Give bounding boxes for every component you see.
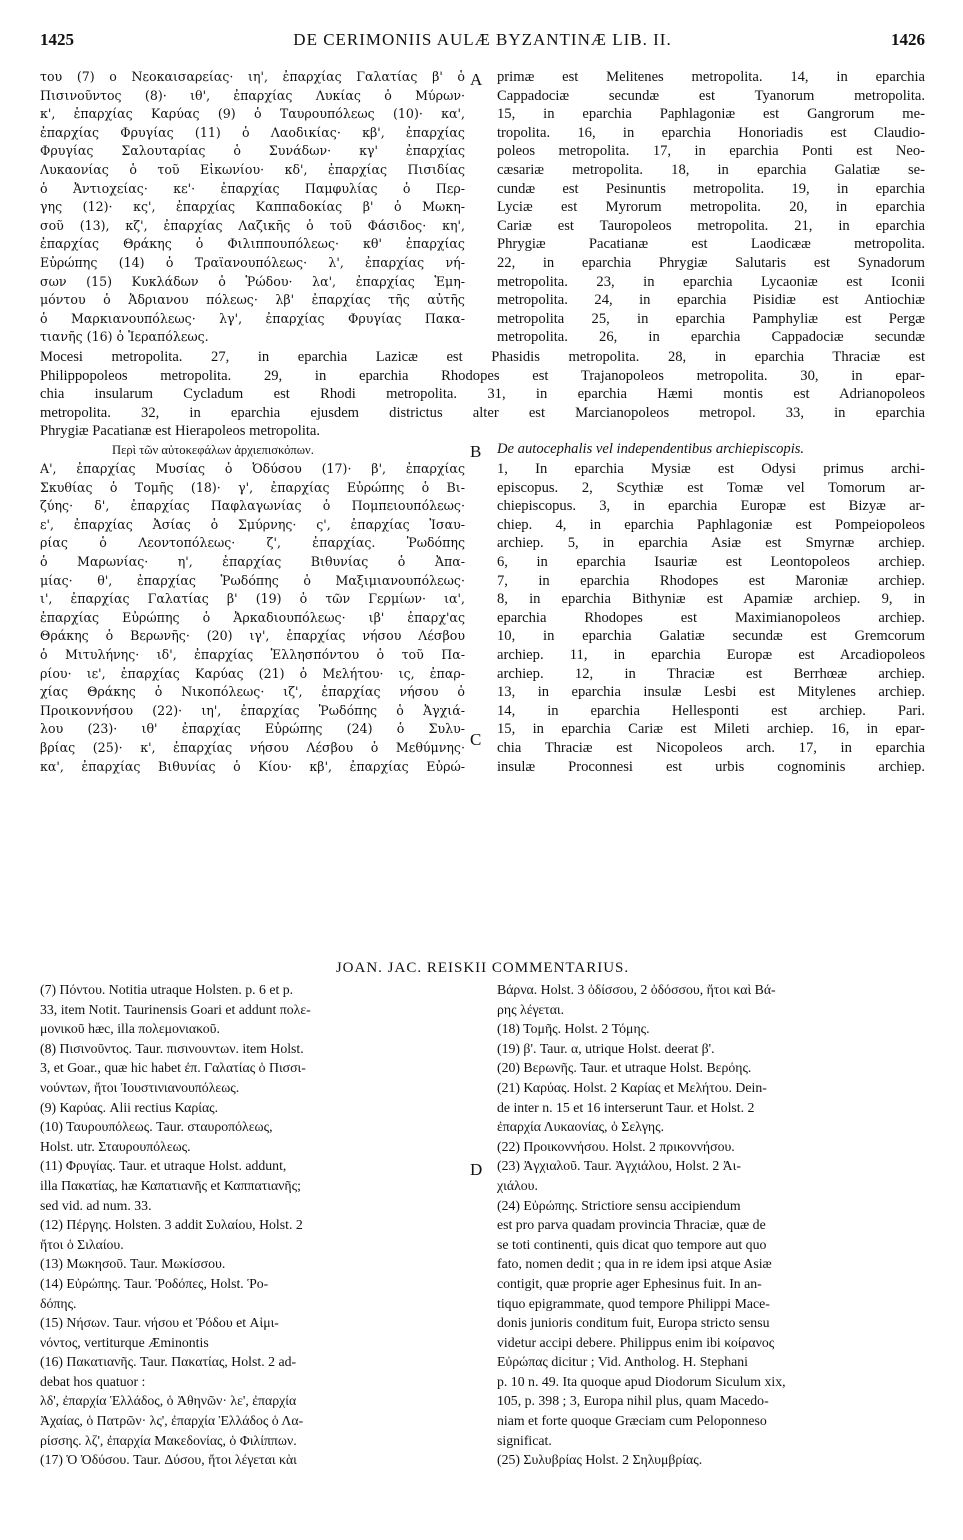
text-line: metropolita. 24, in eparchia Pisidiæ est Antiochiæ [497, 292, 925, 309]
note-line: (10) Ταυρουπόλεως. Taur. σταυροπόλεως, [40, 1119, 273, 1135]
note-line: (16) Πακατιανῆς. Taur. Πακατίας, Holst. 2 ad- [40, 1354, 297, 1370]
text-line: metropolita. 32, in eparchia ejusdem districtus alter est Marcianopoleos metropol. 33, in eparchia [40, 404, 925, 421]
text-line: Α', ἐπαρχίας Μυσίας ὁ Ὀδύσου (17)· β', ἐπαρχίας [40, 461, 465, 476]
note-line: Holst. utr. Σταυρουπόλεως. [40, 1138, 191, 1154]
note-line: illa Πακατίας, hæ Καπατιανῆς et Καππατιανῆς; [40, 1177, 301, 1193]
text-line: metropolita. 26, in eparchia Cappadociæ secundæ [497, 329, 925, 346]
note-line: (17) Ὁ Ὀδύσου. Taur. Δύσου, ἤτοι λέγεται κὰι [40, 1452, 297, 1468]
note-line: niam et forte quoque Græciam cum Peloponneso [497, 1413, 767, 1429]
note-line: (19) β'. Taur. α, utrique Holst. deerat β'. [497, 1040, 715, 1056]
note-line: (14) Εὐρώπης. Taur. Ῥοδόπες, Holst. Ῥο- [40, 1275, 269, 1291]
text-line: 6, in eparchia Isauriæ est Leontopoleos archiep. [497, 553, 925, 570]
text-line: 15, in eparchia Cariæ est Mileti archiep. 16, in epar- [497, 721, 925, 738]
latin-text-full-width [40, 348, 925, 441]
note-line: (18) Τομῆς. Holst. 2 Τόμης. [497, 1021, 650, 1037]
commentary-notes-right [497, 980, 925, 1470]
note-line: videtur accipi debere. Philippus enim ibi κοίρανος [497, 1334, 775, 1350]
text-line: Θράκης ὁ Βερωνῆς· (20) ιγ', ἐπαρχίας νήσου Λέσβου [40, 628, 465, 644]
text-line: eparchia Rhodopes est Maximianopoleos archiep. [497, 609, 925, 626]
note-line: Ἀχαίας, ὁ Πατρῶν· λς', ἐπαρχία Ἑλλάδος ὁ Λα- [40, 1413, 304, 1429]
text-line: Προικοννήσου (22)· ιη', ἐπαρχίας Ῥωδόπης ὁ Ἀγχιά- [40, 702, 465, 718]
text-line: archiep. 12, in Thraciæ est Berrhœæ archiep. [497, 665, 925, 682]
note-line: 3, et Goar., quæ hic habet ἐπ. Γαλατίας ὁ Πισσι- [40, 1060, 306, 1076]
page-number-right: 1426 [891, 30, 925, 49]
text-line: τιανῆς (16) ὁ Ἱεραπόλεως. [40, 329, 209, 345]
text-line: Σκυθίας ὁ Τομῆς (18)· γ', ἐπαρχίας Εὐρώπης ὁ Βι- [40, 479, 465, 495]
note-line: (11) Φρυγίας. Taur. et utraque Holst. addunt, [40, 1158, 287, 1174]
text-line: ἐπαρχίας Εὐρώπης ὁ Ἀρκαδιουπόλεως· ιβ' ἐπαρχ'ας [40, 609, 465, 625]
note-line: (25) Συλυβρίας Holst. 2 Σηλυμβρίας. [497, 1452, 703, 1468]
text-line: cundæ est Pesinuntis metropolita. 19, in eparchia [497, 180, 925, 197]
text-line: Philippopoleos metropolita. 29, in eparchia Rhodopes est Trajanopoleos metropolita. 30, in epar- [40, 367, 925, 384]
text-line: ἐπαρχίας Θράκης ὁ Φιλιππουπόλεως· κθ' ἐπαρχίας [40, 236, 465, 252]
note-line: (12) Πέργης. Holsten. 3 addit Συλαίου, Holst. 2 [40, 1217, 303, 1233]
text-line: σων (15) Κυκλάδων ὁ Ῥώδου· λα', ἐπαρχίας Ἑμη- [40, 273, 465, 289]
text-line: κ', ἐπαρχίας Καρύας (9) ὁ Ταυρουπόλεως (10)· κα', [40, 106, 465, 122]
note-line: significat. [497, 1432, 552, 1448]
text-line: metropolita. 23, in eparchia Lycaoniæ est Iconii [497, 273, 925, 290]
text-line: ι', ἐπαρχίας Γαλατίας β' (19) ὁ τῶν Γερμίων· ια', [40, 591, 465, 607]
text-line: Πισινοῦντος (8)· ιθ', ἐπαρχίας Λυκίας ὁ Μύρων· [40, 87, 465, 103]
note-line: fato, nomen dedit ; qua in re idem ipsi atque Asiæ [497, 1256, 772, 1272]
text-line: Lyciæ est Myrorum metropolita. 20, in eparchia [497, 199, 925, 216]
text-line: Phrygiæ Pacatianæ est Hierapoleos metropolita. [40, 423, 321, 440]
text-line: ρίας ὁ Λεοντοπόλεως· ζ', ἐπαρχίας. Ῥωδόπης [40, 535, 465, 551]
latin-text-middle [497, 460, 925, 776]
text-line: Mocesi metropolita. 27, in eparchia Lazicæ est Phasidis metropolita. 28, in eparchia Thraciæ est [40, 349, 925, 365]
text-line: tropolita. 16, in eparchia Honoriadis est Claudio- [497, 124, 925, 141]
text-line: cæsariæ metropolita. 18, in eparchia Galatiæ se- [497, 161, 925, 178]
note-line: (20) Βερωνῆς. Taur. et utraque Holst. Βερόης. [497, 1060, 752, 1076]
text-line: primæ est Melitenes metropolita. 14, in eparchia [497, 69, 925, 85]
text-line: βρίας (25)· κ', ἐπαρχίας νήσου Λέσβου ὁ Μεθύμνης· [40, 739, 465, 755]
text-line: Λυκαονίας ὁ τοῦ Εἰκωνίου· κδ', ἐπαρχίας Πισιδίας [40, 161, 465, 177]
text-line: ὁ Μιτυλήνης· ιδ', ἐπαρχίας Ἑλλησπόντου ὁ τοῦ Πα- [40, 646, 465, 662]
note-line: (15) Νήσων. Taur. νήσου et Ῥόδου et Αἱμι- [40, 1315, 279, 1331]
greek-text-middle [40, 460, 465, 776]
note-line: λδ', ἐπαρχία Ἑλλάδος, ὁ Ἀθηνῶν· λε', ἐπαρχία [40, 1393, 297, 1409]
commentary-notes-left [40, 980, 465, 1470]
text-line: σοῦ (13), κζ', ἐπαρχίας Λαζικῆς ὁ τοῦ Φάσιδος· κη', [40, 217, 465, 233]
note-line: (23) Ἀγχιαλοῦ. Taur. Ἀγχιάλου, Holst. 2 Ἀι- [497, 1158, 741, 1174]
running-title: DE CERIMONIIS AULÆ BYZANTINÆ LIB. II. [293, 30, 672, 49]
note-line: donis junioris conditum fuit, Europa stricto sensu [497, 1315, 770, 1331]
note-line: sed vid. ad num. 33. [40, 1197, 152, 1213]
note-line: (24) Εὐρώπης. Strictiore sensu accipiendum [497, 1197, 741, 1213]
note-line: debat hos quatuor : [40, 1373, 146, 1389]
text-line: 1, In eparchia Mysiæ est Odysi primus archi- [497, 461, 925, 477]
text-line: chia insularum Cycladum est Rhodi metropolita. 31, in eparchia Hæmi montis est Adrianopoleos [40, 386, 925, 403]
note-line: ἐπαρχία Λυκαονίας, ὁ Σελγης. [497, 1119, 665, 1135]
note-line: (22) Προικοννήσου. Holst. 2 πρικοννήσου. [497, 1138, 735, 1154]
text-line: 15, in eparchia Paphlagoniæ est Gangrorum me- [497, 106, 925, 123]
note-line: (7) Πόντου. Notitia utraque Holsten. p. 6 et p. [40, 982, 294, 997]
text-line: metropolita 25, in eparchia Pamphyliæ est Pergæ [497, 310, 925, 327]
margin-marker-c: C [470, 730, 482, 749]
greek-text-top [40, 68, 465, 347]
text-line: ὁ Μαρωνίας· η', ἐπαρχίας Βιθυνίας ὁ Ἀπα- [40, 553, 465, 569]
note-line: (21) Καρύας. Holst. 2 Καρίας et Μελήτου. Dein- [497, 1079, 767, 1095]
text-line: 10, in eparchia Galatiæ secundæ est Gremcorum [497, 628, 925, 645]
text-line: μίας· θ', ἐπαρχίας Ῥωδόπης ὁ Μαξιμιανουπόλεως· [40, 572, 465, 588]
note-line: est pro parva quadam provincia Thraciæ, quæ de [497, 1217, 766, 1233]
text-line: 14, in eparchia Hellesponti est archiep. Pari. [497, 702, 925, 719]
note-line: (8) Πισινοῦντος. Taur. πισινουντων. item Holst. [40, 1040, 304, 1056]
note-line: contigit, quæ proprie ager Ephesinus fuit. In an- [497, 1275, 762, 1291]
text-line: ὁ Μαρκιανουπόλεως· λγ', ἐπαρχίας Φρυγίας Πακα- [40, 310, 465, 326]
note-line: (13) Μωκησοῦ. Taur. Μωκίσσου. [40, 1256, 226, 1272]
page-number-left: 1425 [40, 30, 74, 49]
latin-section-heading: De autocephalis vel independentibus archiepiscopis. [497, 441, 805, 457]
margin-marker-a: A [470, 70, 483, 89]
text-line: 13, in eparchia insulæ Lesbi est Mitylenes archiep. [497, 684, 925, 701]
text-line: chiep. 4, in eparchia Paphlagoniæ est Pompeiopoleos [497, 516, 925, 533]
text-line: insulæ Proconnesi est urbis cognominis archiep. [497, 758, 925, 775]
note-line: χιάλου. [497, 1177, 538, 1193]
text-line: γης (12)· κς', ἐπαρχίας Καππαδοκίας β' ὁ Μωκη- [40, 199, 465, 215]
text-line: ὁ Ἀντιοχείας· κε'· ἐπαρχίας Παμφυλίας ὁ Περ- [40, 180, 465, 196]
text-line: του (7) ο Νεοκαισαρείας· ιη', ἐπαρχίας Γαλατίας β' ὁ [40, 69, 465, 84]
note-line: Εὐρώπας dicitur ; Vid. Antholog. H. Stephani [497, 1354, 748, 1370]
text-line: μόντου ὁ Ἀδριανου πόλεως· λβ' ἐπαρχίας τῆς αὐτῆς [40, 292, 465, 308]
note-line: ἤτοι ὁ Σιλαίου. [40, 1236, 124, 1252]
text-line: 7, in eparchia Rhodopes est Maroniæ archiep. [497, 572, 925, 589]
margin-marker-d: D [470, 1160, 483, 1179]
text-line: Cariæ est Tauropoleos metropolita. 21, in eparchia [497, 217, 925, 234]
note-line: 33, item Notit. Taurinensis Goari et addunt πολε- [40, 1001, 311, 1017]
text-line: chia Thraciæ est Nicopoleos arch. 17, in eparchia [497, 739, 925, 756]
text-line: ἐπαρχίας Φρυγίας (11) ὁ Λαοδικίας· κβ', ἐπαρχίας [40, 124, 465, 140]
note-line: de inter n. 15 et 16 interserunt Taur. et Holst. 2 [497, 1099, 755, 1115]
latin-text-top [497, 68, 925, 347]
commentary-title: JOAN. JAC. REISKII COMMENTARIUS. [335, 960, 630, 976]
note-line: νόντος, vertiturque Æminontis [40, 1334, 209, 1350]
running-header [40, 30, 925, 56]
note-line: ρης λέγεται. [497, 1001, 565, 1017]
text-line: ε', ἐπαρχίας Ἀσίας ὁ Σμύρνης· ς', ἐπαρχίας Ἰσαυ- [40, 516, 465, 532]
text-line: 8, in eparchia Bithyniæ est Apamiæ archiep. 9, in [497, 591, 925, 608]
text-line: poleos metropolita. 17, in eparchia Ponti est Neo- [497, 143, 925, 160]
text-line: chiepiscopus. 3, in eparchia Europæ est Bizyæ ar- [497, 498, 925, 515]
greek-section-heading: Περὶ τῶν αὐτοκεφάλων ἀρχιεπισκόπων. [112, 443, 314, 457]
text-line: λου (23)· ιθ' ἐπαρχίας Εὐρώπης (24) ὁ Συλυ- [40, 721, 465, 737]
note-line: νούντων, ἤτοι Ἰουστινιανουπόλεως. [40, 1079, 240, 1095]
text-line: Phrygiæ Pacatianæ est Laodicææ metropolita. [497, 236, 925, 253]
note-line: Βάρνα. Holst. 3 ὀδίσσου, 2 ὀδόσσου, ἤτοι καὶ Βά- [497, 982, 776, 997]
note-line: ρίσσης. λζ', ἐπαρχία Μακεδονίας, ὁ Φιλίππων. [40, 1432, 297, 1448]
note-line: (9) Καρύας. Alii rectius Καρίας. [40, 1099, 219, 1115]
margin-marker-b: B [470, 442, 482, 461]
text-line: Εὐρώπης (14) ὁ Τραϊανουπόλεως· λ', ἐπαρχίας νή- [40, 254, 465, 270]
text-line: archiep. 11, in eparchia Europæ est Arcadiopoleos [497, 646, 925, 663]
note-line: p. 10 n. 49. Ita quoque apud Diodorum Siculum xix, [497, 1373, 786, 1389]
text-line: archiep. 5, in eparchia Asiæ est Smyrnæ archiep. [497, 535, 925, 552]
note-line: δόπης. [40, 1295, 77, 1311]
text-line: 22, in eparchia Phrygiæ Salutaris est Synadorum [497, 254, 925, 271]
text-line: Φρυγίας Σαλουταρίας ὁ Συνάδων· κγ' ἐπαρχίας [40, 143, 465, 159]
text-line: χίας Θράκης ὁ Νικοπόλεως· ιζ', ἐπαρχίας νήσου ὁ [40, 684, 465, 700]
note-line: 105, p. 398 ; 3, Europa nihil plus, quam Macedo- [497, 1393, 769, 1409]
text-line: ρίου· ιε', ἐπαρχίας Καρύας (21) ὁ Μελήτου· ις, ἐπαρ- [40, 665, 465, 681]
note-line: tiquo epigrammate, quod tempore Philippi Mace- [497, 1295, 770, 1311]
note-line: se toti continenti, quis dicat quo tempore aut quo [497, 1236, 767, 1252]
note-line: μονικοῦ hæc, illa πολεμονιακοῦ. [40, 1021, 220, 1037]
text-line: Cappadociæ secundæ est Tyanorum metropolita. [497, 87, 925, 104]
text-line: ζύης· δ', ἐπαρχίας Παφλαγωνίας ὁ Πομπειουπόλεως· [40, 498, 465, 514]
text-line: episcopus. 2, Scythiæ est Tomæ vel Tomorum ar- [497, 479, 925, 496]
text-line: κα', ἐπαρχίας Βιθυνίας ὁ Κίου· κβ', ἐπαρχίας Εὐρώ- [40, 758, 465, 774]
